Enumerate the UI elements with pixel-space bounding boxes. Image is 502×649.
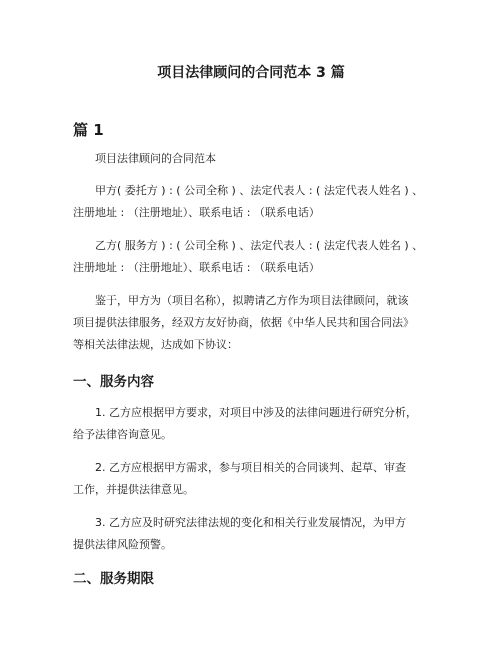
item-1-line-2: 给予法律咨询意见。 [73,428,172,441]
party-b-line-2: 注册地址 : （注册地址）、联系电话 : （联系电话） [73,261,320,274]
document-title: 项目法律顾问的合同范本 3 篇 [157,65,345,81]
party-b-paragraph [73,235,433,279]
section-1-item-2 [73,457,433,501]
subtitle-line: 项目法律顾问的合同范本 [95,152,216,165]
item-3-line-2: 提供法律风险预警。 [73,538,172,551]
item-2-line-2: 工作，并提供法律意见。 [73,483,194,496]
part-heading: 篇 1 [73,121,104,139]
section-1-heading: 一、服务内容 [73,374,154,390]
section-2-heading: 二、服务期限 [73,571,154,587]
party-a-paragraph [73,180,433,224]
item-3-line-1: 3. 乙方应及时研究法律法规的变化和相关行业发展情况，为甲方 [95,516,406,529]
preamble-line-3: 等相关法律法规，达成如下协议： [73,338,238,351]
item-2-line-1: 2. 乙方应根据甲方需求，参与项目相关的合同谈判、起草、审查 [95,461,406,474]
document-subtitle [73,148,433,170]
preamble-line-2: 项目提供法律服务，经双方友好协商，依据《中华人民共和国合同法》 [73,316,414,329]
party-a-line-2: 注册地址 : （注册地址）、联系电话 : （联系电话） [73,206,320,219]
party-a-line-1: 甲方( 委托方 ) : ( 公司全称 ) 、法定代表人 : ( 法定代表人姓名 ) 、 [95,184,424,197]
section-1-item-1 [73,402,433,446]
party-b-line-1: 乙方( 服务方 ) : ( 公司全称 ) 、法定代表人 : ( 法定代表人姓名 ) 、 [95,239,424,252]
section-1-item-3 [73,512,433,556]
preamble-paragraph [73,290,433,356]
preamble-line-1: 鉴于，甲方为（项目名称），拟聘请乙方作为项目法律顾问，就该 [95,294,409,307]
item-1-line-1: 1. 乙方应根据甲方要求，对项目中涉及的法律问题进行研究分析， [95,406,417,419]
